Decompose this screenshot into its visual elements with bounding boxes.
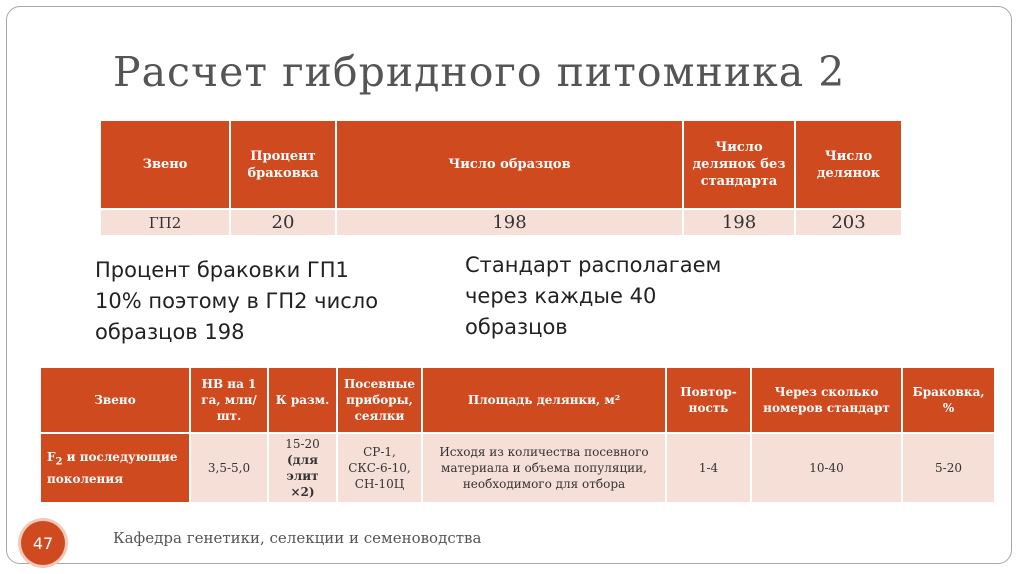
table-row [41,433,994,502]
table-row [101,209,901,235]
header-plots-no-standard: Число делянок без стандарта [683,121,795,209]
footer-department: Кафедра генетики, селекции и семеноводства [113,529,482,547]
nursery-parameters-table [41,368,994,502]
cell-k-razm [268,433,337,502]
header-percent-cull: Процент браковка [230,121,336,209]
header-standard-interval: Через сколько номеров стандарт [751,368,902,433]
cell-plot-area: Исходя из количества посевного материала и объема популяции, необходимого для отбора [422,433,666,502]
cell-sample-count: 198 [336,209,683,235]
generation-prefix: F [47,450,56,465]
header-plot-area: Площадь делянки, м² [422,368,666,433]
cull-note-text: Процент браковки ГП1 10% поэтому в ГП2 число образцов 198 [95,258,379,344]
header-seeding-rate: НВ на 1 га, млн/шт. [190,368,268,433]
table-header-row [101,121,901,209]
standard-note-text: Стандарт располагаем через каждые 40 образцов [465,253,722,339]
k-note: (для элит ×2) [286,453,319,499]
cell-seeders: СР-1, СКС-6-10, СН-10Ц [337,433,422,502]
generation-rest: и последующие поколения [47,450,178,486]
generation-subscript: 2 [55,456,63,468]
cell-plots-no-standard: 198 [683,209,795,235]
header-zveno: Звено [41,368,190,433]
header-seeders: Посевные приборы, сеялки [337,368,422,433]
header-k-razm: К разм. [268,368,337,433]
header-plots-count: Число делянок [795,121,901,209]
header-sample-count: Число образцов [336,121,683,209]
table-header-row [41,368,994,433]
k-range: 15-20 [285,437,320,451]
cell-generation [41,433,190,502]
header-zveno: Звено [101,121,230,209]
cell-percent-cull: 20 [230,209,336,235]
cell-seeding-rate: 3,5-5,0 [190,433,268,502]
cell-cull-percent: 5-20 [902,433,994,502]
header-repetition: Повтор-ность [666,368,751,433]
slide-title: Расчет гибридного питомника 2 [113,48,846,96]
cell-repetition: 1-4 [666,433,751,502]
header-cull-percent: Браковка, % [902,368,994,433]
cell-zveno: ГП2 [101,209,230,235]
hybrid-nursery-table [101,121,901,235]
cell-standard-interval: 10-40 [751,433,902,502]
page-number-badge: 47 [21,521,65,565]
cell-plots-count: 203 [795,209,901,235]
